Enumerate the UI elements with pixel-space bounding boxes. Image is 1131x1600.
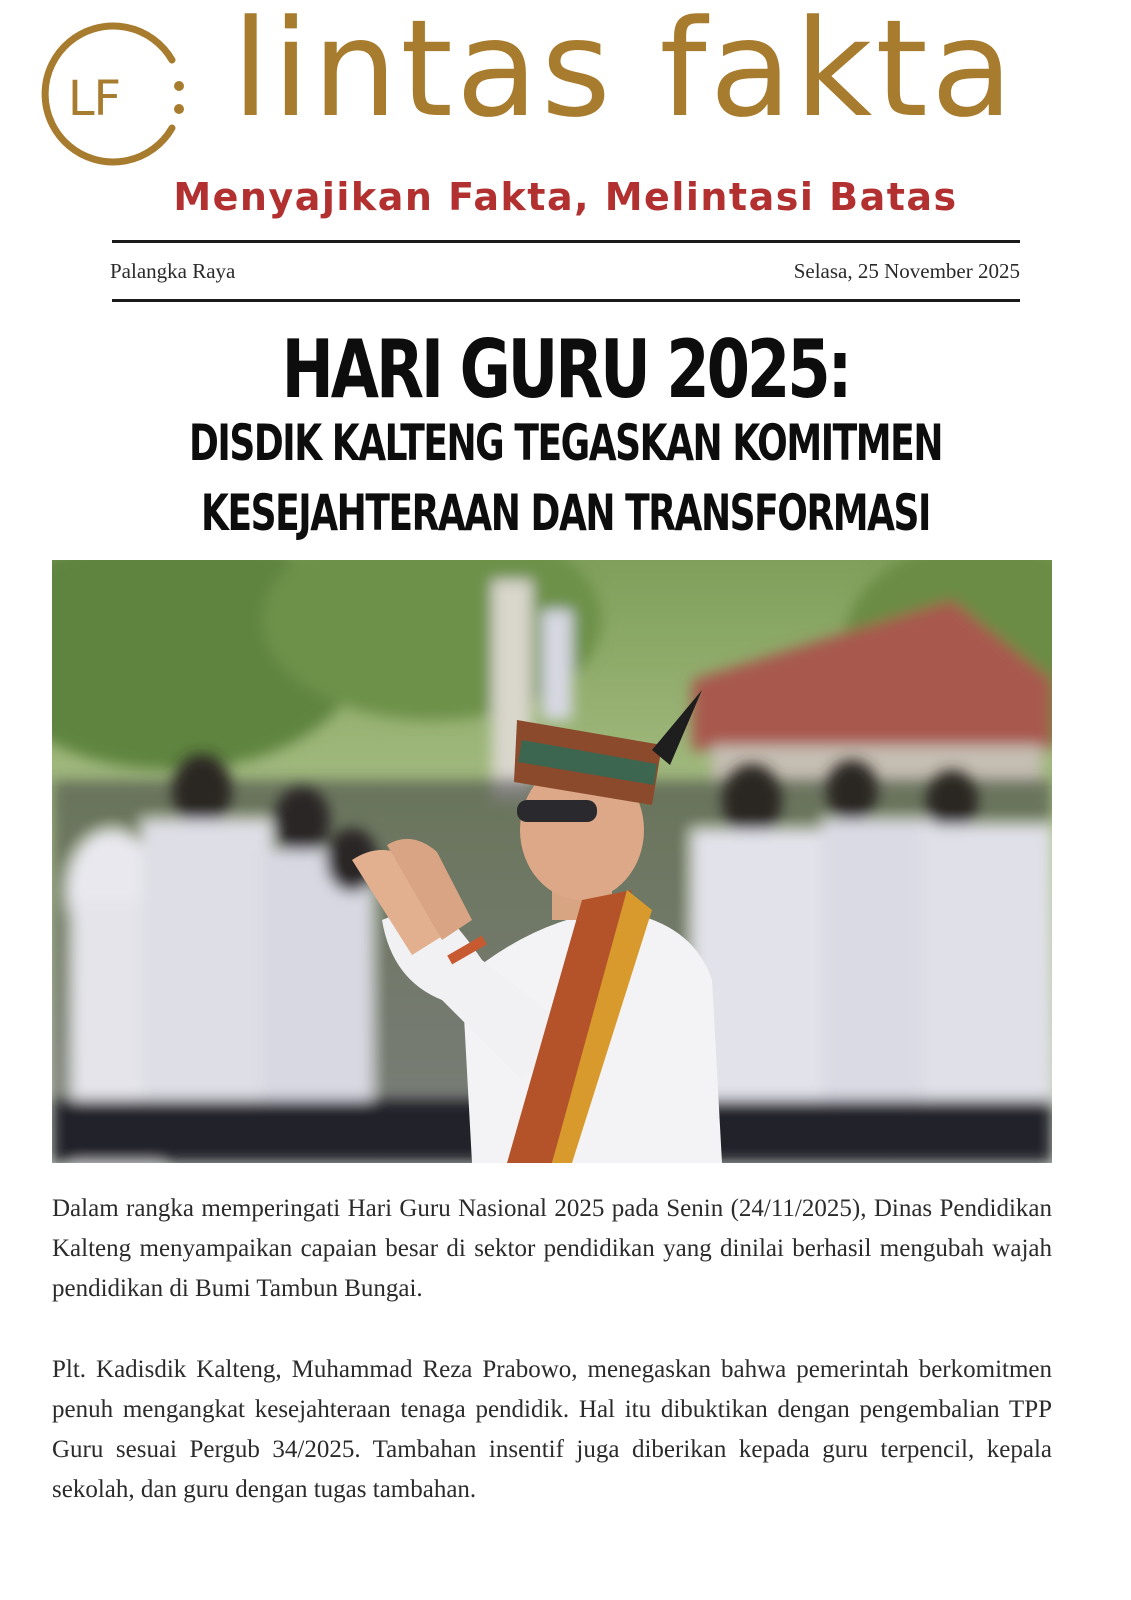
tagline: Menyajikan Fakta, Melintasi Batas	[173, 175, 958, 219]
dateline-location: Palangka Raya	[110, 259, 236, 283]
headline-line-3: KESEJAHTERAAN DAN TRANSFORMASI	[201, 484, 930, 542]
lintas-fakta-logo	[30, 14, 190, 174]
article-paragraph-2: Plt. Kadisdik Kalteng, Muhammad Reza Prabowo, menegaskan bahwa pemerintah berkomitmen penuh mengangkat kesejahteraan tenaga pendidik. Hal itu dibuktikan dengan pengembalian TPP Guru sesuai Pergub 34/2025. Tambahan insentif juga diberikan kepada guru terpencil, kepala sekolah, dan guru dengan tugas tambahan.	[52, 1356, 1052, 1503]
headline-line-2: DISDIK KALTENG TEGASKAN KOMITMEN	[188, 414, 943, 472]
article-photo	[52, 560, 1052, 1163]
headline-line-1: HARI GURU 2025:	[281, 323, 850, 416]
masthead	[0, 0, 1131, 240]
dateline-bottom-rule	[112, 299, 1020, 302]
dateline-date: Selasa, 25 November 2025	[793, 259, 1020, 283]
logo-initials: LF	[67, 71, 121, 127]
brand-name: lintas fakta	[232, 0, 1016, 147]
photo-illustration	[52, 560, 1052, 1163]
dateline-top-rule	[112, 240, 1020, 243]
article-paragraph-1: Dalam rangka memperingati Hari Guru Nasional 2025 pada Senin (24/11/2025), Dinas Pendidikan Kalteng menyampaikan capaian besar di sektor pendidikan yang dinilai berhasil mengubah wajah pendidikan di Bumi Tambun Bungai.	[52, 1195, 1052, 1302]
